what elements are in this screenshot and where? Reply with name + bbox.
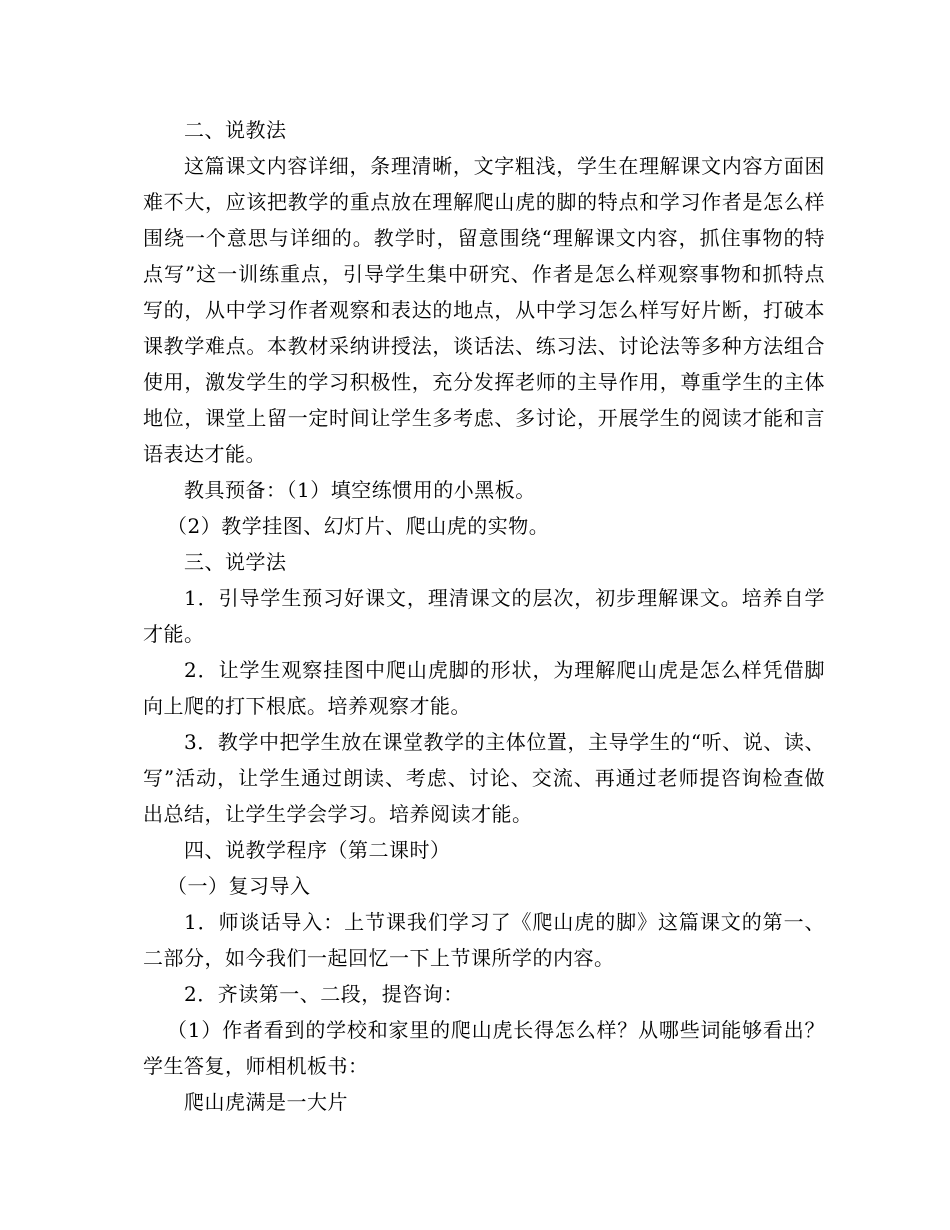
paragraph-teaching-method: 这篇课文内容详细，条理清晰，文字粗浅，学生在理解课文内容方面困难不大，应该把教学的重点放在理解爬山虎的脚的特点和学习作者是怎么样围绕一个意思与详细的。教学时，留意围绕“理解课文内容，抓住事物的特点写”这一训练重点，引导学生集中研究、作者是怎么样观察事物和抓特点写的，从中学习作者观察和表达的地点，从中学习怎么样写好片断，打破本课教学难点。本教材采纳讲授法，谈话法、练习法、讨论法等多种方法组合使用，激发学生的学习积极性，充分发挥老师的主导作用，尊重学生的主体地位，课堂上留一定时间让学生多考虑、多讨论，开展学生的阅读才能和言语表达才能。 — [143, 154, 825, 466]
list-item-learning-3: 3．教学中把学生放在课堂教学的主体位置，主导学生的“听、说、读、写”活动，让学生通过朗读、考虑、讨论、交流、再通过老师提咨询检查做出总结，让学生学会学习。培养阅读才能。 — [143, 730, 825, 826]
paragraph-teaching-aids-1: 教具预备：（1）填空练惯用的小黑板。 — [184, 478, 536, 502]
section-heading-teaching-procedure: 四、说教学程序（第二课时） — [184, 838, 451, 862]
section-heading-learning-method: 三、说学法 — [184, 550, 287, 574]
list-item-procedure-2: 2．齐读第一、二段，提咨询： — [184, 982, 464, 1006]
list-item-procedure-1: 1．师谈话导入：上节课我们学习了《爬山虎的脚》这篇课文的第一、二部分，如今我们一起回忆一下上节课所学的内容。 — [143, 910, 825, 970]
list-item-learning-2: 2．让学生观察挂图中爬山虎脚的形状，为理解爬山虎是怎么样凭借脚向上爬的打下根底。培养观察才能。 — [143, 658, 825, 718]
paragraph-teaching-aids-2: （2）教学挂图、幻灯片、爬山虎的实物。 — [167, 514, 550, 538]
list-item-learning-1: 1．引导学生预习好课文，理清课文的层次，初步理解课文。培养自学才能。 — [143, 586, 825, 646]
subsection-heading-review: （一）复习导入 — [167, 874, 311, 898]
section-heading-teaching-method: 二、说教法 — [184, 118, 287, 142]
board-note: 爬山虎满是一大片 — [184, 1090, 348, 1114]
document-page — [143, 112, 825, 1120]
question-item-1: （1）作者看到的学校和家里的爬山虎长得怎么样？从哪些词能够看出？学生答复，师相机板书： — [143, 1018, 825, 1078]
